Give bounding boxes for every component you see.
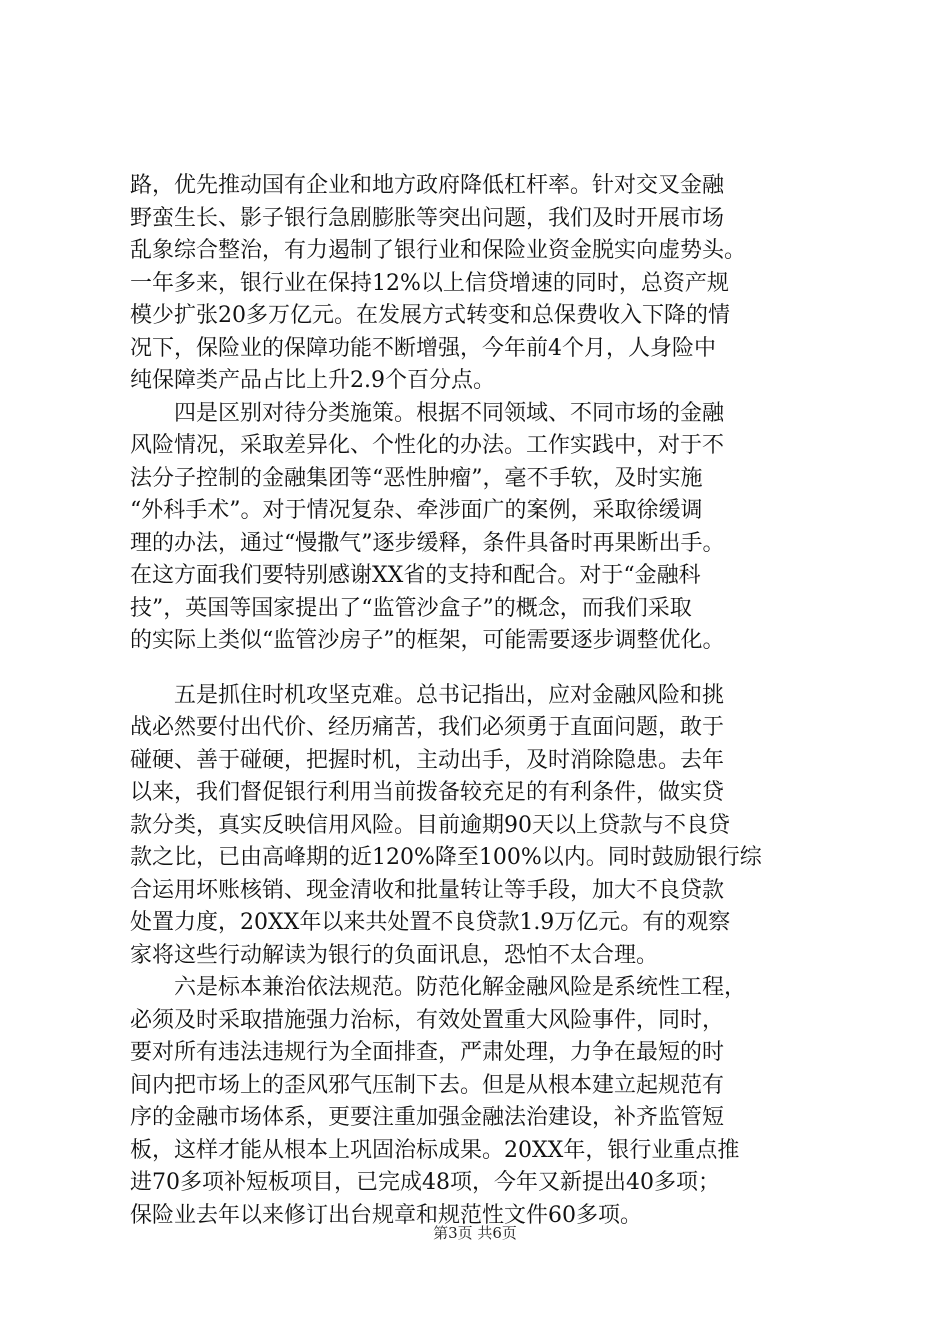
text-line: 五是抓住时机攻坚克难。总书记指出，应对金融风险和挑 bbox=[174, 682, 725, 708]
text-line: 序的金融市场体系，更要注重加强金融法治建设，补齐监管短 bbox=[130, 1105, 725, 1130]
text-line: 战必然要付出代价、经历痛苦，我们必须勇于直面问题，敢于 bbox=[130, 715, 725, 740]
text-line: 板，这样才能从根本上巩固治标成果。20XX年，银行业重点推 bbox=[130, 1137, 740, 1163]
text-line: 以来，我们督促银行利用当前拨备较充足的有利条件，做实贷 bbox=[130, 780, 725, 805]
text-line: 四是区别对待分类施策。根据不同领域、不同市场的金融 bbox=[174, 400, 725, 426]
text-line: 理的办法，通过“慢撒气”逐步缓释，条件具备时再果断出手。 bbox=[130, 530, 725, 556]
text-line: 风险情况，采取差异化、个性化的办法。工作实践中，对于不 bbox=[130, 433, 725, 458]
text-line: 的实际上类似“监管沙房子”的框架，可能需要逐步调整优化。 bbox=[130, 628, 725, 653]
paragraph-continuation bbox=[130, 170, 830, 398]
text-line: 一年多来，银行业在保持12%以上信贷增速的同时，总资产规 bbox=[130, 270, 729, 296]
page-number-footer: 第3页 共6页 bbox=[433, 1224, 517, 1242]
text-line: 处置力度，20XX年以来共处置不良贷款1.9万亿元。有的观察 bbox=[130, 910, 731, 935]
text-line: 野蛮生长、影子银行急剧膨胀等突出问题，我们及时开展市场 bbox=[130, 205, 725, 231]
paragraph-four bbox=[130, 398, 830, 658]
text-line: 必须及时采取措施强力治标，有效处置重大风险事件，同时， bbox=[130, 1007, 725, 1033]
text-line: 在这方面我们要特别感谢XX省的支持和配合。对于“金融科 bbox=[130, 563, 701, 588]
text-line: 乱象综合整治，有力遏制了银行业和保险业资金脱实向虚势头。 bbox=[130, 238, 747, 263]
text-line: 款分类，真实反映信用风险。目前逾期90天以上贷款与不良贷 bbox=[130, 812, 730, 838]
text-line: 进70多项补短板项目，已完成48项，今年又新提出40多项； bbox=[130, 1170, 720, 1195]
text-line: 碰硬、善于碰硬，把握时机，主动出手，及时消除隐患。去年 bbox=[130, 747, 725, 773]
paragraph-six bbox=[130, 972, 830, 1232]
body-text bbox=[130, 170, 830, 1232]
text-line: 款之比，已由高峰期的近120%降至100%以内。同时鼓励银行综 bbox=[130, 845, 762, 870]
text-line: 间内把市场上的歪风邪气压制下去。但是从根本建立起规范有 bbox=[130, 1072, 725, 1098]
paragraph-five bbox=[130, 680, 830, 973]
text-line: 合运用坏账核销、现金清收和批量转让等手段，加大不良贷款 bbox=[130, 877, 725, 903]
text-line: “外科手术”。对于情况复杂、牵涉面广的案例，采取徐缓调 bbox=[130, 498, 703, 523]
text-line: 路，优先推动国有企业和地方政府降低杠杆率。针对交叉金融 bbox=[130, 173, 725, 198]
text-line: 保险业去年以来修订出台规章和规范性文件60多项。 bbox=[130, 1202, 642, 1228]
text-line: 六是标本兼治依法规范。防范化解金融风险是系统性工程， bbox=[174, 975, 747, 1000]
text-line: 家将这些行动解读为银行的负面讯息，恐怕不太合理。 bbox=[130, 942, 659, 968]
text-line: 法分子控制的金融集团等“恶性肿瘤”，毫不手软，及时实施 bbox=[130, 465, 703, 491]
text-line: 要对所有违法违规行为全面排查，严肃处理，力争在最短的时 bbox=[130, 1040, 725, 1065]
text-line: 况下，保险业的保障功能不断增强，今年前4个月，人身险中 bbox=[130, 335, 716, 361]
text-line: 纯保障类产品占比上升2.9个百分点。 bbox=[130, 368, 495, 393]
paragraph-gap bbox=[130, 658, 830, 680]
text-line: 模少扩张20多万亿元。在发展方式转变和总保费收入下降的情 bbox=[130, 303, 730, 328]
text-line: 技”，英国等国家提出了“监管沙盒子”的概念，而我们采取 bbox=[130, 595, 692, 621]
